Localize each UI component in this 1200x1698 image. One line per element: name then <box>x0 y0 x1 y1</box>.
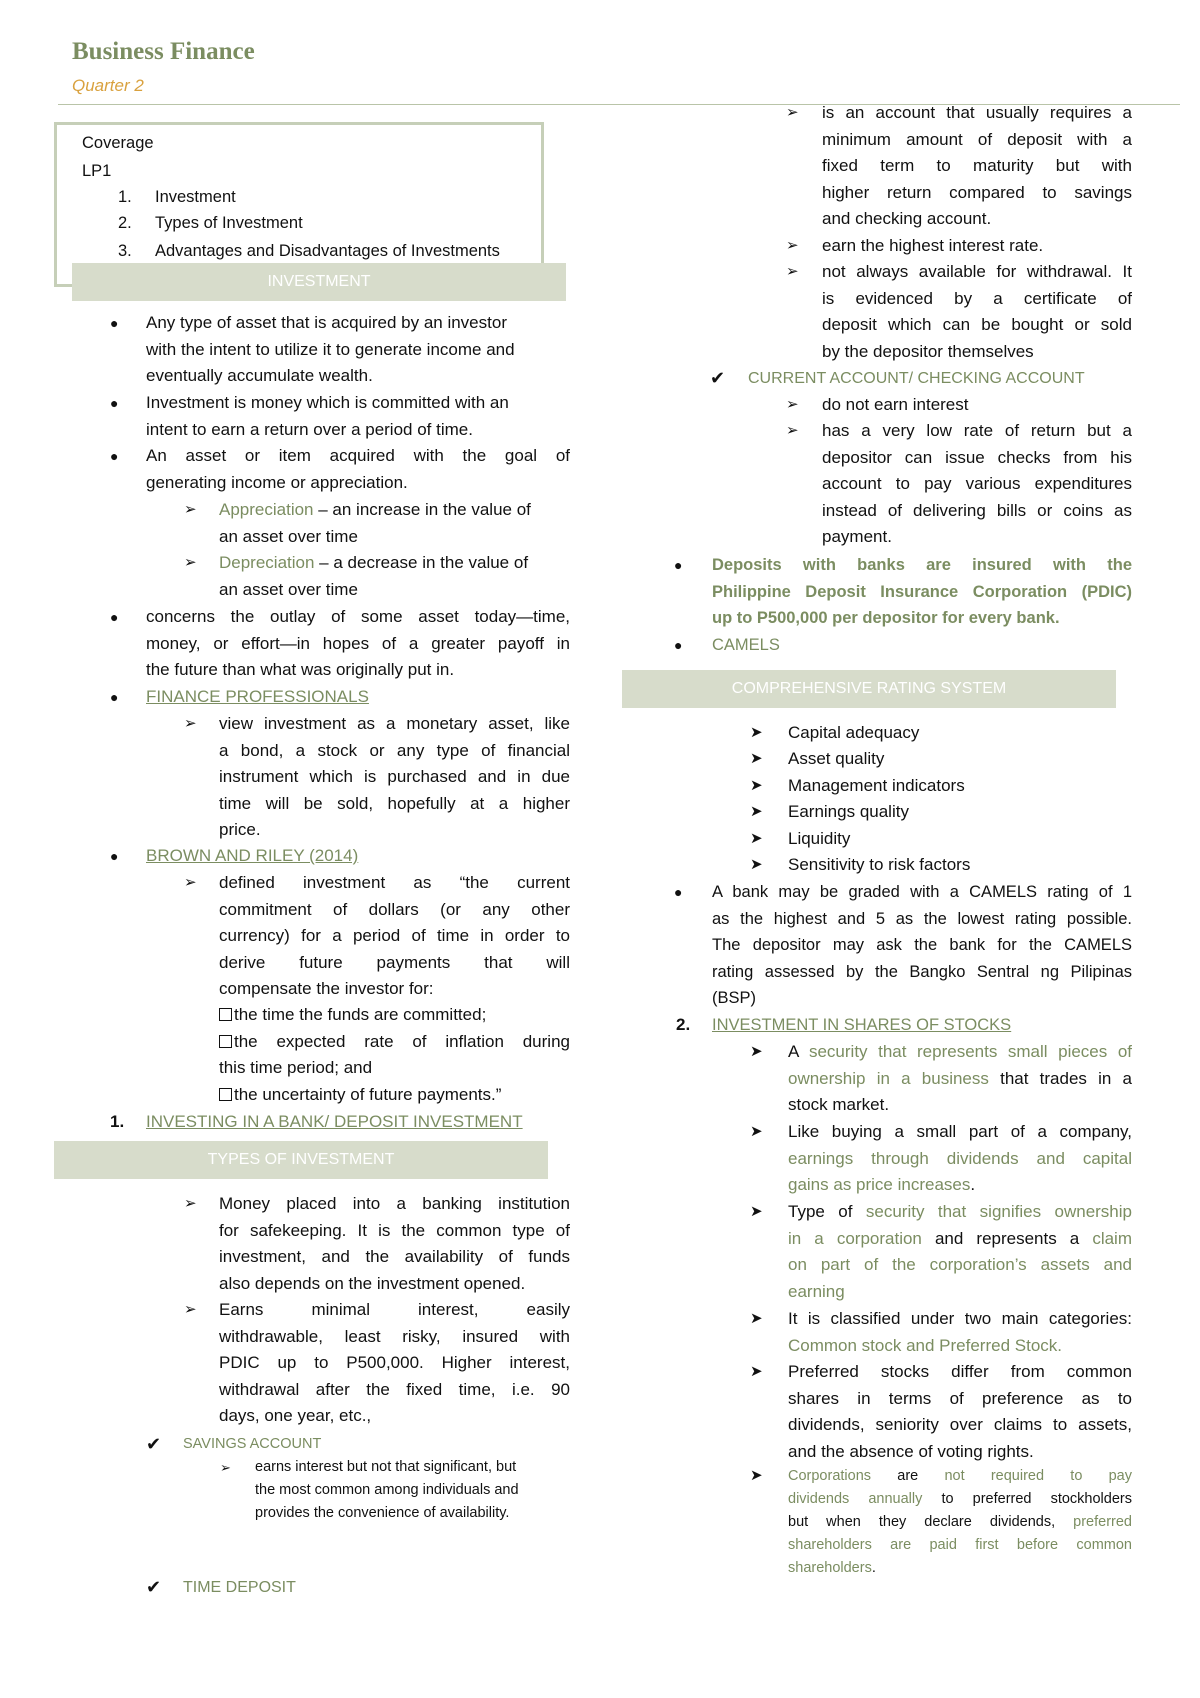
savings-account-heading: SAVINGS ACCOUNT <box>183 1436 322 1452</box>
bullet-icon: ● <box>674 884 683 900</box>
checkmark-icon: ✔ <box>710 368 726 388</box>
stocks-text-6: Corporations are not required to pay dividends annually to preferred stockholders but when they declare dividends, preferred shareholders are paid first before common shareholders. <box>788 1468 1132 1576</box>
bullet-icon: ● <box>110 848 119 864</box>
arrow-bullet-icon: ➢ <box>786 422 799 439</box>
coverage-item-1: Investment <box>155 188 236 206</box>
bullet-icon: ● <box>110 448 119 464</box>
crs-item-management: Management indicators <box>788 776 965 795</box>
arrow-bullet-icon: ➤ <box>750 856 763 873</box>
arrow-bullet-icon: ➢ <box>184 1301 197 1318</box>
arrow-bullet-icon: ➢ <box>786 263 799 280</box>
stocks-text-1: A security that represents small pieces of ownership in a business that trades in a stock market. <box>788 1042 1132 1114</box>
arrow-bullet-icon: ➤ <box>750 1043 763 1060</box>
bullet-icon: ● <box>674 557 683 573</box>
camels-grade-text: A bank may be graded with a CAMELS rating of 1 as the highest and 5 as the lowest rating possible. The depositor may ask the bank for the CAMELS rating assessed by the Bangko Sentral ng Pilipinas (BSP) <box>712 883 1132 1007</box>
coverage-lp: LP1 <box>82 162 112 180</box>
arrow-bullet-icon: ➤ <box>750 1203 763 1220</box>
checkbox-icon <box>219 1008 232 1021</box>
arrow-bullet-icon: ➢ <box>184 554 197 571</box>
bullet-icon: ● <box>110 315 119 331</box>
document-title: Business Finance <box>72 38 255 65</box>
arrow-bullet-icon: ➢ <box>786 396 799 413</box>
checkbox-icon <box>219 1088 232 1101</box>
arrow-bullet-icon: ➤ <box>750 777 763 794</box>
bullet-icon: ● <box>110 689 119 705</box>
investment-def-4: concerns the outlay of some asset today—time, money, or effort—in hopes of a greater payoff in the future than what was originally put in. <box>146 607 570 679</box>
investment-def-2: Investment is money which is committed with an intent to earn a return over a period of time. <box>146 393 509 439</box>
arrow-bullet-icon: ➢ <box>184 501 197 518</box>
crs-item-liquidity: Liquidity <box>788 829 851 848</box>
current-account-heading: CURRENT ACCOUNT/ CHECKING ACCOUNT <box>748 370 1085 387</box>
time-deposit-text-1: is an account that usually requires a minimum amount of deposit with a fixed term to maturity but with higher return compared to savings and checking account. <box>822 103 1132 228</box>
arrow-bullet-icon: ➢ <box>786 104 799 121</box>
brown-riley-heading: BROWN AND RILEY (2014) <box>146 846 359 865</box>
stocks-text-2: Like buying a small part of a company, earnings through dividends and capital gains as price increases. <box>788 1122 1132 1194</box>
investment-band: INVESTMENT <box>72 263 566 301</box>
bank-deposit-text-1: Money placed into a banking institution for safekeeping. It is the common type of investment, and the availability of funds also depends on the investment opened. <box>219 1194 570 1293</box>
appreciation-def: Appreciation – an increase in the value of an asset over time <box>219 500 531 546</box>
depreciation-def: Depreciation – a decrease in the value of an asset over time <box>219 553 529 599</box>
coverage-label: Coverage <box>82 134 154 152</box>
time-deposit-text-2: earn the highest interest rate. <box>822 236 1044 255</box>
investment-def-1: Any type of asset that is acquired by an investor with the intent to utilize it to generate income and eventually accumulate wealth. <box>146 313 515 385</box>
coverage-num-3: 3. <box>118 242 132 260</box>
crs-item-earnings: Earnings quality <box>788 802 909 821</box>
arrow-bullet-icon: ➢ <box>786 237 799 254</box>
camels-label: CAMELS <box>712 636 780 654</box>
types-band: TYPES OF INVESTMENT <box>54 1141 548 1179</box>
arrow-bullet-icon: ➤ <box>750 724 763 741</box>
current-account-text-1: do not earn interest <box>822 395 969 414</box>
checkmark-icon: ✔ <box>146 1577 162 1597</box>
coverage-item-3: Advantages and Disadvantages of Investments <box>155 242 500 260</box>
document-subtitle: Quarter 2 <box>72 76 144 95</box>
arrow-bullet-icon: ➢ <box>184 715 197 732</box>
arrow-bullet-icon: ➤ <box>750 750 763 767</box>
arrow-bullet-icon: ➢ <box>220 1460 231 1475</box>
arrow-bullet-icon: ➢ <box>184 1195 197 1212</box>
rating-band: COMPREHENSIVE RATING SYSTEM <box>622 670 1116 708</box>
arrow-bullet-icon: ➤ <box>750 1310 763 1327</box>
stocks-text-5: Preferred stocks differ from common shares in terms of preference as to dividends, seniority over claims to assets, and the absence of voting rights. <box>788 1362 1132 1461</box>
arrow-bullet-icon: ➤ <box>750 803 763 820</box>
crs-item-sensitivity: Sensitivity to risk factors <box>788 855 971 874</box>
checkbox-icon <box>219 1035 232 1048</box>
arrow-bullet-icon: ➤ <box>750 1123 763 1140</box>
list-number: 2. <box>676 1015 691 1034</box>
finance-professionals-heading: FINANCE PROFESSIONALS <box>146 687 369 706</box>
investment-def-3: An asset or item acquired with the goal of generating income or appreciation. <box>146 446 570 492</box>
arrow-bullet-icon: ➢ <box>184 874 197 891</box>
current-account-text-2: has a very low rate of return but a depositor can issue checks from his account to pay various expenditures instead of delivering bills or coins as payment. <box>822 421 1132 546</box>
compensation-list: the time the funds are committed; the expected rate of inflation during this time period; and the uncertainty of future payments.” <box>219 1005 570 1104</box>
brown-riley-text: defined investment as “the current commitment of dollars (or any other currency) for a period of time in order to derive future payments that will compensate the investor for: <box>219 873 570 998</box>
checkmark-icon: ✔ <box>146 1434 162 1454</box>
shares-of-stocks-heading: INVESTMENT IN SHARES OF STOCKS <box>712 1016 1012 1034</box>
savings-account-text: earns interest but not that significant, but the most common among individuals and provides the convenience of availability. <box>255 1459 519 1521</box>
pdic-text: Deposits with banks are insured with the Philippine Deposit Insurance Corporation (PDIC) up to P500,000 per depositor for every bank. <box>712 556 1132 627</box>
arrow-bullet-icon: ➤ <box>750 830 763 847</box>
arrow-bullet-icon: ➤ <box>750 1467 763 1484</box>
coverage-item-2: Types of Investment <box>155 214 303 232</box>
bank-deposit-text-2: Earns minimal interest, easily withdrawable, least risky, insured with PDIC up to P500,000. Higher interest, withdrawal after the fixed time, i.e. 90 days, one year, etc., <box>219 1300 570 1425</box>
time-deposit-text-3: not always available for withdrawal. It is evidenced by a certificate of deposit which can be bought or sold by the depositor themselves <box>822 262 1132 361</box>
coverage-num-2: 2. <box>118 214 132 232</box>
arrow-bullet-icon: ➤ <box>750 1363 763 1380</box>
time-deposit-heading: TIME DEPOSIT <box>183 1579 296 1596</box>
stocks-text-3: Type of security that signifies ownership in a corporation and represents a claim on part of the corporation’s assets and earning <box>788 1202 1132 1301</box>
list-number: 1. <box>110 1112 125 1131</box>
crs-item-asset: Asset quality <box>788 749 885 768</box>
bullet-icon: ● <box>110 395 119 411</box>
bank-deposit-heading: INVESTING IN A BANK/ DEPOSIT INVESTMENT <box>146 1112 523 1131</box>
crs-item-capital: Capital adequacy <box>788 723 920 742</box>
finance-professionals-text: view investment as a monetary asset, like a bond, a stock or any type of financial instrument which is purchased and in due time will be sold, hopefully at a higher price. <box>219 714 570 839</box>
stocks-text-4: It is classified under two main categories: Common stock and Preferred Stock. <box>788 1309 1132 1355</box>
coverage-num-1: 1. <box>118 188 132 206</box>
bullet-icon: ● <box>674 637 683 653</box>
bullet-icon: ● <box>110 609 119 625</box>
